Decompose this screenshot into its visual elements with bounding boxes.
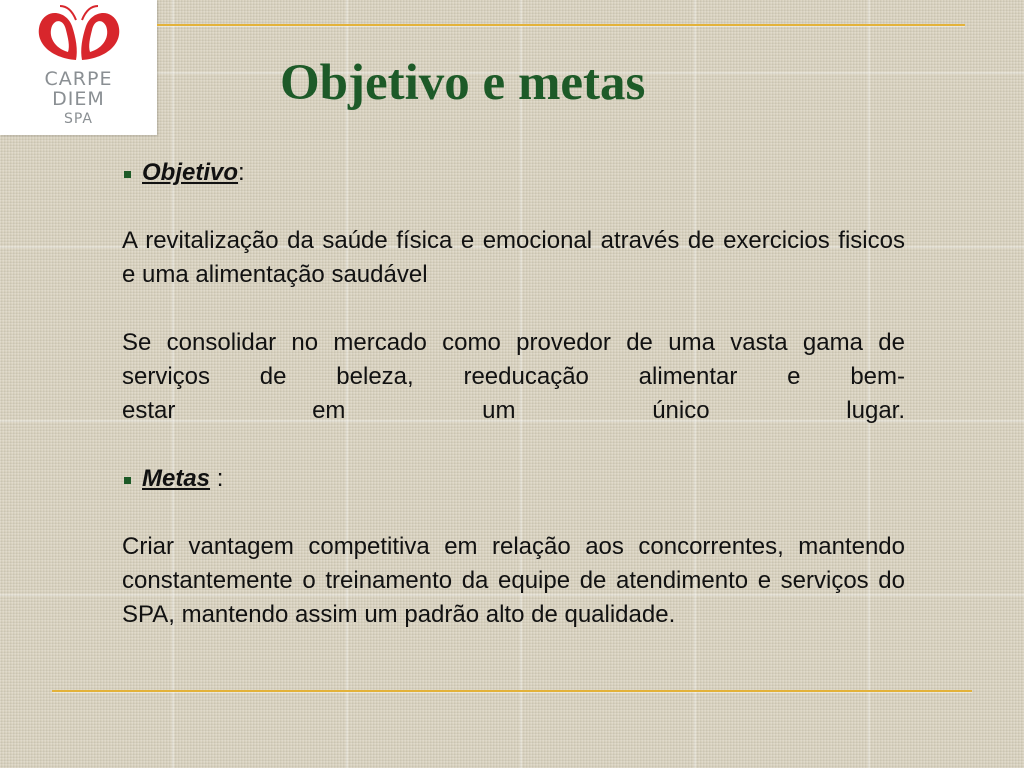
- objetivo-paragraph-2: [122, 326, 905, 428]
- slide-content: [122, 156, 905, 666]
- square-bullet-icon: [124, 171, 131, 178]
- bottom-divider: [52, 690, 972, 692]
- objetivo-paragraph-1: A revitalização da saúde física e emocional através de exercicios fisicos e uma alimentação saudável: [122, 227, 905, 288]
- objetivo-paragraph-2-body: Se consolidar no mercado como provedor de uma vasta gama de serviços de beleza, reeducação alimentar e bem-: [122, 329, 905, 390]
- logo-text-spa: SPA: [63, 111, 93, 127]
- page-title: Objetivo e metas: [280, 55, 646, 111]
- objetivo-heading: [122, 156, 905, 190]
- metas-label: Metas: [142, 465, 211, 492]
- objetivo-colon: :: [238, 159, 245, 186]
- metas-colon: :: [210, 465, 224, 492]
- carpe-diem-spa-logo: [0, 0, 157, 135]
- objetivo-paragraph-2-last-line: estar em um único lugar.: [122, 397, 905, 424]
- logo-text-diem: DIEM: [52, 88, 105, 110]
- logo-text-carpe: CARPE: [44, 68, 113, 90]
- metas-paragraph: Criar vantagem competitiva em relação aos concorrentes, mantendo constantemente o treinamento da equipe de atendimento e serviços do SPA, mantendo assim um padrão alto de qualidade.: [122, 533, 905, 628]
- square-bullet-icon: [124, 477, 131, 484]
- metas-heading: [122, 462, 905, 496]
- top-divider: [157, 24, 965, 26]
- butterfly-logo-icon: [0, 0, 157, 70]
- objetivo-label: Objetivo: [142, 159, 239, 186]
